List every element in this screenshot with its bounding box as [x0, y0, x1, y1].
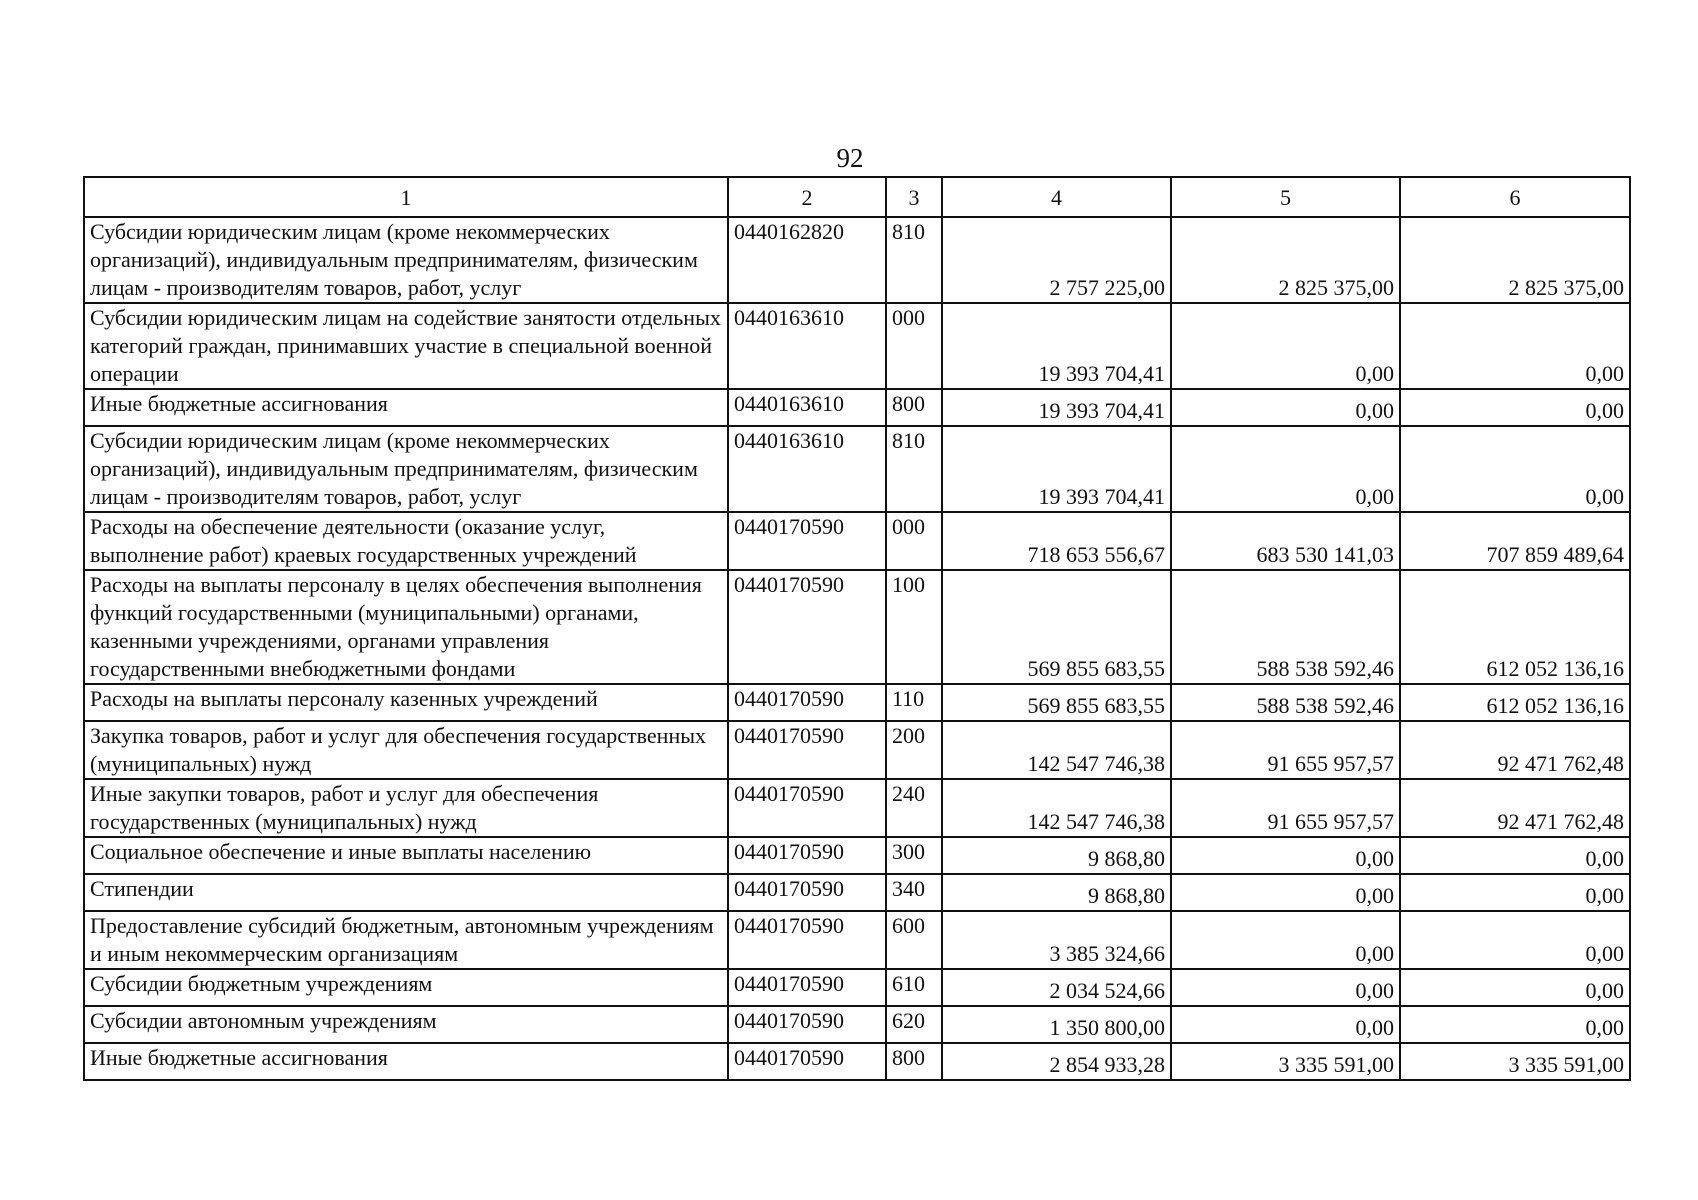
expense-kind-code: 600 — [886, 911, 942, 969]
amount-col-5: 91 655 957,57 — [1171, 721, 1400, 779]
expense-kind-code: 000 — [886, 303, 942, 389]
amount-col-5: 0,00 — [1171, 969, 1400, 1006]
expense-kind-code: 240 — [886, 779, 942, 837]
target-article-code: 0440170590 — [728, 969, 886, 1006]
expense-kind-code: 340 — [886, 874, 942, 911]
amount-col-4: 19 393 704,41 — [942, 389, 1171, 426]
amount-col-5: 0,00 — [1171, 874, 1400, 911]
target-article-code: 0440163610 — [728, 389, 886, 426]
row-description: Субсидии юридическим лицам (кроме некоммерческих организаций), индивидуальным предпринимателям, физическим лицам - производителям товаров, работ, услуг — [84, 426, 728, 512]
expense-kind-code: 200 — [886, 721, 942, 779]
target-article-code: 0440170590 — [728, 779, 886, 837]
amount-col-6: 0,00 — [1400, 303, 1630, 389]
amount-col-5: 0,00 — [1171, 303, 1400, 389]
table-row — [84, 426, 1630, 512]
amount-col-6: 0,00 — [1400, 837, 1630, 874]
column-header: 6 — [1400, 177, 1630, 217]
amount-col-6: 612 052 136,16 — [1400, 684, 1630, 721]
amount-col-4: 2 034 524,66 — [942, 969, 1171, 1006]
header-row — [84, 177, 1630, 217]
amount-col-5: 91 655 957,57 — [1171, 779, 1400, 837]
amount-col-5: 0,00 — [1171, 426, 1400, 512]
row-description: Иные бюджетные ассигнования — [84, 1043, 728, 1080]
column-header: 3 — [886, 177, 942, 217]
target-article-code: 0440170590 — [728, 684, 886, 721]
expense-kind-code: 810 — [886, 426, 942, 512]
row-description: Стипендии — [84, 874, 728, 911]
table-row — [84, 570, 1630, 684]
amount-col-6: 0,00 — [1400, 426, 1630, 512]
row-description: Расходы на выплаты персоналу в целях обеспечения выполнения функций государственными (муниципальными) органами, казенными учреждениями, органами управления государственными внебюджетными фондами — [84, 570, 728, 684]
amount-col-5: 0,00 — [1171, 837, 1400, 874]
amount-col-5: 588 538 592,46 — [1171, 570, 1400, 684]
expense-kind-code: 800 — [886, 389, 942, 426]
amount-col-5: 0,00 — [1171, 1006, 1400, 1043]
target-article-code: 0440170590 — [728, 911, 886, 969]
expense-kind-code: 610 — [886, 969, 942, 1006]
target-article-code: 0440162820 — [728, 217, 886, 303]
expense-kind-code: 300 — [886, 837, 942, 874]
target-article-code: 0440170590 — [728, 1006, 886, 1043]
amount-col-4: 569 855 683,55 — [942, 684, 1171, 721]
amount-col-4: 3 385 324,66 — [942, 911, 1171, 969]
expense-kind-code: 800 — [886, 1043, 942, 1080]
row-description: Субсидии юридическим лицам (кроме некоммерческих организаций), индивидуальным предпринимателям, физическим лицам - производителям товаров, работ, услуг — [84, 217, 728, 303]
budget-table — [83, 176, 1631, 1081]
amount-col-6: 92 471 762,48 — [1400, 779, 1630, 837]
row-description: Социальное обеспечение и иные выплаты населению — [84, 837, 728, 874]
expense-kind-code: 810 — [886, 217, 942, 303]
amount-col-6: 0,00 — [1400, 874, 1630, 911]
table-row — [84, 911, 1630, 969]
amount-col-4: 2 757 225,00 — [942, 217, 1171, 303]
expense-kind-code: 110 — [886, 684, 942, 721]
table-row — [84, 684, 1630, 721]
column-header: 2 — [728, 177, 886, 217]
expense-kind-code: 620 — [886, 1006, 942, 1043]
amount-col-4: 9 868,80 — [942, 874, 1171, 911]
amount-col-6: 0,00 — [1400, 911, 1630, 969]
row-description: Расходы на обеспечение деятельности (оказание услуг, выполнение работ) краевых государственных учреждений — [84, 512, 728, 570]
table-row — [84, 1043, 1630, 1080]
row-description: Закупка товаров, работ и услуг для обеспечения государственных (муниципальных) нужд — [84, 721, 728, 779]
amount-col-4: 1 350 800,00 — [942, 1006, 1171, 1043]
amount-col-5: 588 538 592,46 — [1171, 684, 1400, 721]
amount-col-6: 0,00 — [1400, 1006, 1630, 1043]
amount-col-4: 569 855 683,55 — [942, 570, 1171, 684]
expense-kind-code: 100 — [886, 570, 942, 684]
amount-col-4: 142 547 746,38 — [942, 779, 1171, 837]
table-row — [84, 874, 1630, 911]
amount-col-5: 2 825 375,00 — [1171, 217, 1400, 303]
table-row — [84, 969, 1630, 1006]
row-description: Иные бюджетные ассигнования — [84, 389, 728, 426]
amount-col-6: 2 825 375,00 — [1400, 217, 1630, 303]
amount-col-6: 612 052 136,16 — [1400, 570, 1630, 684]
row-description: Субсидии автономным учреждениям — [84, 1006, 728, 1043]
amount-col-5: 0,00 — [1171, 389, 1400, 426]
amount-col-5: 3 335 591,00 — [1171, 1043, 1400, 1080]
amount-col-5: 0,00 — [1171, 911, 1400, 969]
table-row — [84, 389, 1630, 426]
column-header: 4 — [942, 177, 1171, 217]
target-article-code: 0440170590 — [728, 721, 886, 779]
amount-col-4: 9 868,80 — [942, 837, 1171, 874]
target-article-code: 0440170590 — [728, 512, 886, 570]
row-description: Субсидии бюджетным учреждениям — [84, 969, 728, 1006]
table-row — [84, 779, 1630, 837]
table-row — [84, 512, 1630, 570]
amount-col-4: 19 393 704,41 — [942, 426, 1171, 512]
row-description: Субсидии юридическим лицам на содействие занятости отдельных категорий граждан, принимавших участие в специальной военной операции — [84, 303, 728, 389]
table-row — [84, 721, 1630, 779]
amount-col-4: 19 393 704,41 — [942, 303, 1171, 389]
row-description: Предоставление субсидий бюджетным, автономным учреждениям и иным некоммерческим организациям — [84, 911, 728, 969]
table-row — [84, 837, 1630, 874]
amount-col-5: 683 530 141,03 — [1171, 512, 1400, 570]
target-article-code: 0440163610 — [728, 426, 886, 512]
target-article-code: 0440163610 — [728, 303, 886, 389]
expense-kind-code: 000 — [886, 512, 942, 570]
amount-col-6: 707 859 489,64 — [1400, 512, 1630, 570]
row-description: Иные закупки товаров, работ и услуг для обеспечения государственных (муниципальных) нужд — [84, 779, 728, 837]
table-row — [84, 1006, 1630, 1043]
target-article-code: 0440170590 — [728, 874, 886, 911]
row-description: Расходы на выплаты персоналу казенных учреждений — [84, 684, 728, 721]
amount-col-6: 0,00 — [1400, 389, 1630, 426]
column-header: 1 — [84, 177, 728, 217]
page-number: 92 — [836, 143, 864, 173]
amount-col-6: 0,00 — [1400, 969, 1630, 1006]
column-header: 5 — [1171, 177, 1400, 217]
amount-col-6: 3 335 591,00 — [1400, 1043, 1630, 1080]
target-article-code: 0440170590 — [728, 1043, 886, 1080]
table-row — [84, 303, 1630, 389]
target-article-code: 0440170590 — [728, 570, 886, 684]
target-article-code: 0440170590 — [728, 837, 886, 874]
amount-col-4: 2 854 933,28 — [942, 1043, 1171, 1080]
amount-col-4: 142 547 746,38 — [942, 721, 1171, 779]
amount-col-4: 718 653 556,67 — [942, 512, 1171, 570]
amount-col-6: 92 471 762,48 — [1400, 721, 1630, 779]
table-row — [84, 217, 1630, 303]
